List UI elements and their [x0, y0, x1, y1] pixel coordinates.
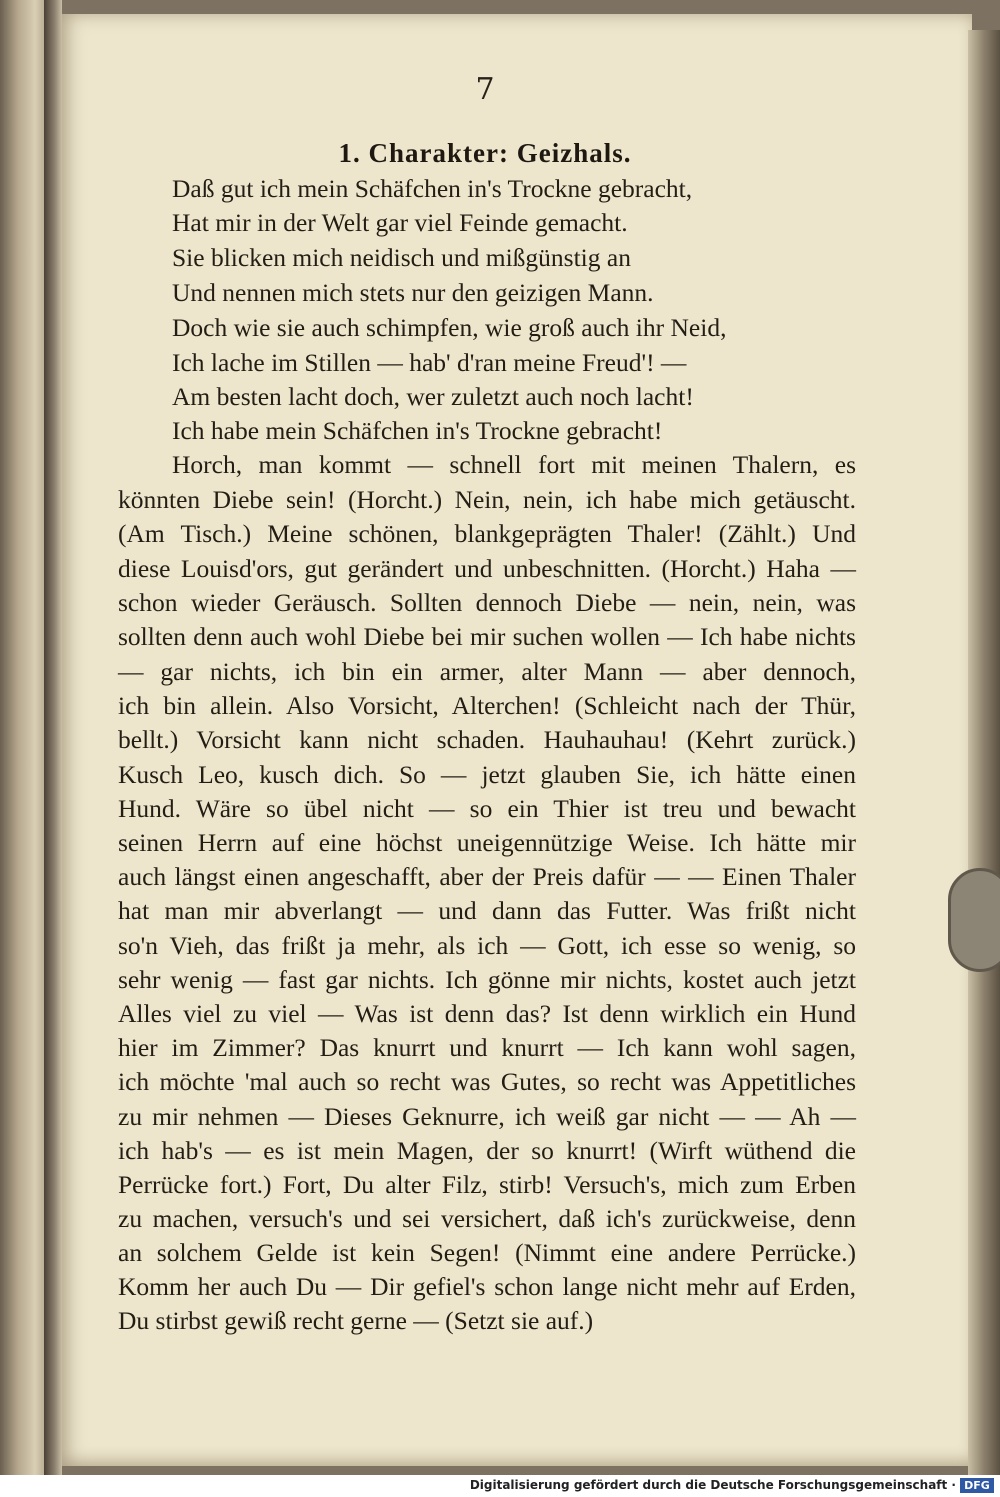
- prose-line: ich möchte 'mal auch so recht was Gutes, so recht was Appetitliches: [118, 1067, 856, 1096]
- prose-line: hier im Zimmer? Das knurrt und knurrt — Ich kann wohl sagen,: [118, 1033, 856, 1062]
- prose-line: könnten Diebe sein! (Horcht.) Nein, nein, ich habe mich getäuscht.: [118, 485, 856, 514]
- prose-line: schon wieder Geräusch. Sollten dennoch Diebe — nein, nein, was: [118, 588, 856, 617]
- prose-line: zu mir nehmen — Dieses Geknurre, ich weiß gar nicht — — Ah —: [118, 1102, 856, 1131]
- prose-line: bellt.) Vorsicht kann nicht schaden. Hauhauhau! (Kehrt zurück.): [118, 725, 856, 754]
- prose-line: Alles viel zu viel — Was ist denn das? Ist denn wirklich ein Hund: [118, 999, 856, 1028]
- poem-line: Daß gut ich mein Schäfchen in's Trockne gebracht,: [172, 174, 693, 203]
- prose-line: so'n Vieh, das frißt ja mehr, als ich — Gott, ich esse so wenig, so: [118, 931, 856, 960]
- prose-line: sehr wenig — fast gar nichts. Ich gönne mir nichts, kostet auch jetzt: [118, 965, 856, 994]
- poem-line: Ich habe mein Schäfchen in's Trockne gebracht!: [172, 416, 663, 445]
- poem-line: Sie blicken mich neidisch und mißgünstig an: [172, 243, 631, 272]
- prose-line: Hund. Wäre so übel nicht — so ein Thier ist treu und bewacht: [118, 794, 856, 823]
- poem-line: Und nennen mich stets nur den geizigen Mann.: [172, 278, 654, 307]
- prose-line: an solchem Gelde ist kein Segen! (Nimmt eine andere Perrücke.): [118, 1238, 856, 1267]
- poem-line: Ich lache im Stillen — hab' d'ran meine Freud'! —: [172, 348, 687, 377]
- prose-line: ich bin allein. Also Vorsicht, Alterchen! (Schleicht nach der Thür,: [118, 691, 856, 720]
- prose-line: diese Louisd'ors, gut gerändert und unbeschnitten. (Horcht.) Haha —: [118, 554, 856, 583]
- prose-line: sollten denn auch wohl Diebe bei mir suchen wollen — Ich habe nichts: [118, 622, 856, 651]
- poem-line: Am besten lacht doch, wer zuletzt auch noch lacht!: [172, 382, 694, 411]
- prose-line: Komm her auch Du — Dir gefiel's schon lange nicht mehr auf Erden,: [118, 1272, 856, 1301]
- page-number: 7: [475, 72, 495, 107]
- prose-line: — gar nichts, ich bin ein armer, alter Mann — aber dennoch,: [118, 657, 856, 686]
- prose-line: zu machen, versuch's und sei versichert, daß ich's zurückweise, denn: [118, 1204, 856, 1233]
- gutter-fold: [44, 0, 62, 1475]
- previous-leaf-edge: [0, 0, 50, 1475]
- prose-line: auch längst einen angeschafft, aber der Preis dafür — — Einen Thaler: [118, 862, 856, 891]
- prose-line: Perrücke fort.) Fort, Du alter Filz, stirb! Versuch's, mich zum Erben: [118, 1170, 856, 1199]
- dfg-logo: DFG: [960, 1478, 994, 1493]
- funding-credit: Digitalisierung gefördert durch die Deutsche Forschungsgemeinschaft ·: [469, 1478, 956, 1492]
- prose-line: seinen Herrn auf eine höchst uneigennützige Weise. Ich hätte mir: [118, 828, 856, 857]
- prose-line: hat man mir abverlangt — und dann das Futter. Was frißt nicht: [118, 896, 856, 925]
- page-edge-right: [968, 30, 1000, 1475]
- prose-line: Du stirbst gewiß recht gerne — (Setzt sie auf.): [118, 1306, 594, 1335]
- poem-line: Doch wie sie auch schimpfen, wie groß auch ihr Neid,: [172, 313, 727, 342]
- chapter-heading: 1. Charakter: Geizhals.: [338, 138, 632, 168]
- prose-line: (Am Tisch.) Meine schönen, blankgeprägten Thaler! (Zählt.) Und: [118, 519, 856, 548]
- prose-line: ich hab's — es ist mein Magen, der so knurrt! (Wirft wüthend die: [118, 1136, 856, 1165]
- poem-line: Hat mir in der Welt gar viel Feinde gemacht.: [172, 208, 628, 237]
- prose-line: Horch, man kommt — schnell fort mit meinen Thalern, es: [172, 450, 856, 479]
- thumb-index-tab: [948, 868, 1000, 972]
- prose-line: Kusch Leo, kusch dich. So — jetzt glauben Sie, ich hätte einen: [118, 760, 856, 789]
